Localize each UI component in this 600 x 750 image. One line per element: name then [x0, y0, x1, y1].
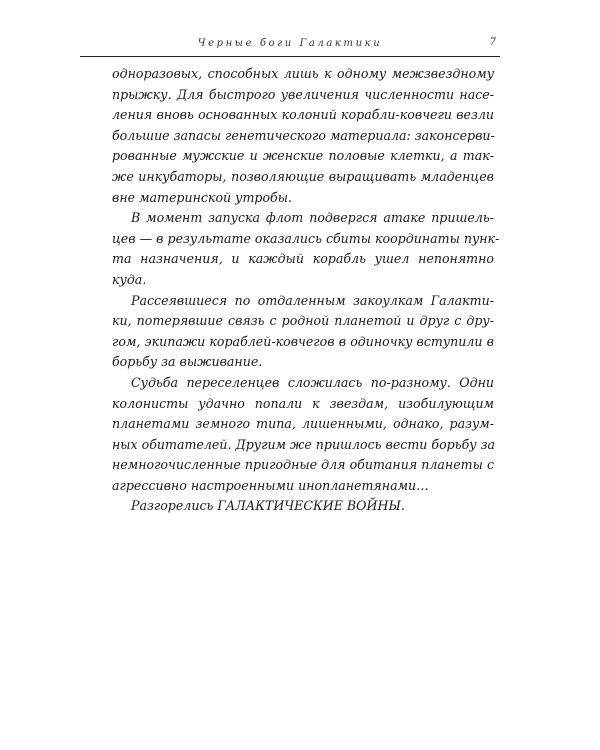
text-line: Разгорелись ГАЛАКТИЧЕСКИЕ ВОЙНЫ. — [131, 498, 405, 514]
text-line: немногочисленные пригодные для обитания планеты с — [112, 457, 494, 473]
text-line: прыжку. Для быстрого увеличения численности насе- — [112, 86, 494, 102]
text-line: В момент запуска флот подвергся атаке пришель- — [131, 210, 494, 226]
paragraph-2 — [112, 208, 500, 290]
text-line: одноразовых, способных лишь к одному межзвездному — [112, 66, 494, 81]
text-line: борьбу за выживание. — [112, 354, 263, 370]
text-line: Судьба переселенцев сложилась по-разному. Одни — [131, 374, 494, 390]
paragraph-4 — [112, 373, 494, 497]
body-text — [112, 64, 500, 517]
paragraph-3 — [112, 291, 494, 373]
text-line: гом, экипажи кораблей-ковчегов в одиночку вступили в — [112, 333, 494, 349]
text-line: Рассеявшиеся по отдаленным закоулкам Галакти- — [131, 292, 494, 308]
running-head — [80, 38, 500, 54]
paragraph-5 — [112, 496, 494, 517]
text-line: колонисты удачно попали к звездам, изобилующим — [112, 395, 494, 411]
paragraph-1 — [112, 64, 494, 208]
text-line: рованные мужские и женские половые клетки, а так- — [112, 148, 494, 164]
text-line: цев — в результате оказались сбиты координаты пунк- — [112, 230, 500, 246]
text-line: агрессивно настроенными инопланетянами… — [112, 477, 429, 493]
page-number: 7 — [489, 37, 496, 48]
text-line: ных обитателей. Другим же пришлось вести борьбу за — [112, 436, 495, 452]
text-line: большие запасы генетического материала: законсерви- — [112, 127, 495, 143]
text-line: планетами земного типа, лишенными, однако, разум- — [112, 416, 494, 432]
running-title: Черные боги Галактики — [197, 38, 383, 49]
text-line: ки, потерявшие связь с родной планетой и друг с дру- — [112, 313, 494, 329]
text-line: же инкубаторы, позволяющие выращивать младенцев — [112, 168, 494, 184]
text-line: вне материнской утробы. — [112, 189, 293, 205]
text-line: ления вновь основанных колоний корабли-ковчеги везли — [112, 107, 494, 123]
text-line: куда. — [112, 271, 147, 287]
text-line: та назначения, и каждый корабль ушел непонятно — [112, 251, 494, 267]
header-rule — [80, 56, 500, 57]
